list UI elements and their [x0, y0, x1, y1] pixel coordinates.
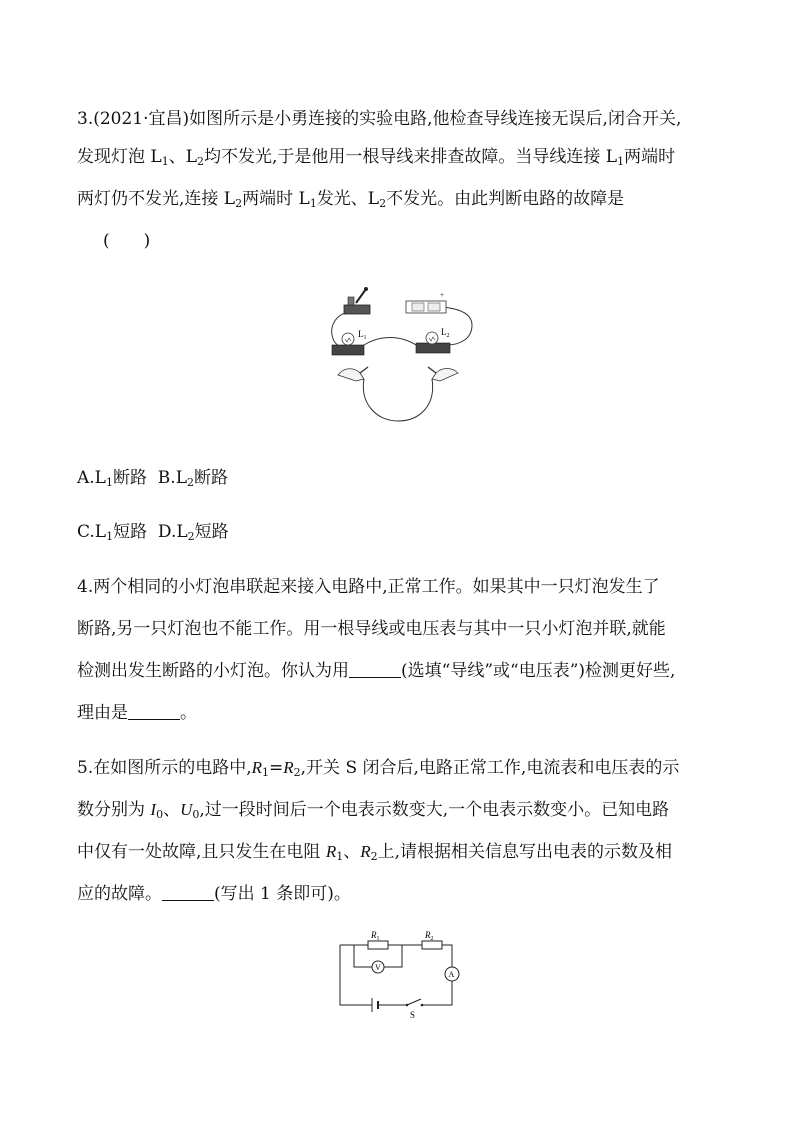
- option-text: 断路: [193, 468, 228, 488]
- circuit-wires: [340, 945, 452, 1005]
- subscript: 1: [161, 155, 169, 168]
- battery-icon: [406, 291, 446, 313]
- subscript: 2: [186, 476, 194, 489]
- switch-label: S: [410, 1010, 416, 1020]
- battery-symbol-icon: [372, 998, 378, 1012]
- q4-line-1: [77, 575, 727, 599]
- subscript: 1: [336, 850, 344, 863]
- q5-text: 应的故障。: [77, 884, 162, 904]
- option-c[interactable]: [77, 522, 147, 542]
- switch-icon: [344, 287, 370, 314]
- q3-answer-bracket[interactable]: [103, 229, 753, 253]
- voltmeter-icon: [372, 961, 384, 973]
- q3-text: 不发光。由此判断电路的故障是: [386, 189, 625, 209]
- var-u: U: [180, 800, 193, 819]
- q3-circuit-illustration: [320, 283, 480, 423]
- subscript: 2: [370, 850, 378, 863]
- q3-text: 3.(2021·宜昌)如图所示是小勇连接的实验电路,他检查导线连接无误后,闭合开关,: [77, 109, 682, 129]
- var-r: R: [360, 842, 371, 861]
- subscript: 0: [192, 808, 200, 821]
- q5-text: 、: [343, 842, 361, 862]
- option-label: C.L: [77, 522, 107, 542]
- q3-text: 、L: [168, 147, 197, 167]
- subscript: 2: [197, 155, 204, 168]
- q4-text: (选填“导线”或“电压表”)检测更好些,: [401, 661, 676, 681]
- lamp-1-icon: [332, 329, 367, 355]
- q3-options-row-1: [77, 466, 727, 490]
- q5-line-4: [77, 882, 727, 906]
- q5-text: (写出 1 条即可)。: [214, 884, 351, 904]
- option-text: 断路: [112, 468, 147, 488]
- q5-text: 、: [163, 800, 181, 820]
- q4-line-2: [77, 617, 727, 641]
- q4-text: 。: [180, 703, 197, 723]
- option-b[interactable]: [158, 468, 228, 488]
- subscript: 1: [309, 197, 317, 210]
- lamp-1-label: $L_1$: [358, 329, 367, 341]
- q3-text: 发现灯泡 L: [77, 147, 162, 167]
- ammeter-label: A: [448, 970, 455, 979]
- q3-text: 发光、L: [316, 189, 380, 209]
- q4-text: 检测出发生断路的小灯泡。你认为用: [77, 661, 349, 681]
- subscript: 2: [379, 197, 387, 210]
- option-label: A.L: [77, 468, 106, 488]
- q5-text: 数分别为: [77, 800, 151, 820]
- lamp-2-label: $L_2$: [441, 327, 450, 339]
- option-text: 短路: [113, 522, 148, 542]
- var-i: I: [150, 800, 157, 819]
- subscript: 1: [262, 766, 270, 779]
- option-a[interactable]: [77, 468, 147, 488]
- q3-line-1: [77, 107, 727, 131]
- lamp-2-icon: [416, 327, 450, 353]
- subscript: 2: [293, 766, 301, 779]
- q3-text: 两灯仍不发光,连接 L: [77, 189, 236, 209]
- q5-circuit-diagram: [330, 925, 470, 1021]
- option-label: D.L: [157, 522, 188, 542]
- subscript: 1: [617, 155, 625, 168]
- r1-label: $R_1$: [371, 930, 380, 942]
- q3-bracket-text: ( ): [103, 231, 151, 251]
- r2-label: $R_2$: [425, 930, 434, 942]
- q3-text: 均不发光,于是他用一根导线来排查故障。当导线连接 L: [204, 147, 618, 167]
- q5-answer-blank[interactable]: [162, 884, 214, 901]
- q3-options-row-2: [77, 520, 727, 544]
- q3-text: 两端时 L: [242, 189, 310, 209]
- q4-answer-blank-2[interactable]: [128, 703, 180, 720]
- resistor-r1-icon: [368, 930, 388, 949]
- q3-line-3: [77, 187, 727, 211]
- var-r: R: [251, 758, 263, 777]
- q5-text: ,过一段时间后一个电表示数变大,一个电表示数变小。已知电路: [199, 800, 670, 820]
- q5-line-1: [77, 756, 727, 780]
- voltmeter-label: V: [375, 963, 381, 972]
- subscript: 1: [105, 476, 113, 489]
- q5-text: ,开关 S 闭合后,电路正常工作,电流表和电压表的示: [300, 758, 680, 778]
- q5-line-2: [77, 798, 727, 822]
- option-label: B.L: [157, 468, 187, 488]
- q4-text: 4.两个相同的小灯泡串联起来接入电路中,正常工作。如果其中一只灯泡发生了: [77, 577, 660, 597]
- option-d[interactable]: [158, 522, 229, 542]
- q5-text: =: [269, 758, 284, 778]
- q4-answer-blank-1[interactable]: [349, 661, 401, 678]
- q3-text: 两端时: [624, 147, 676, 167]
- option-text: 短路: [194, 522, 229, 542]
- subscript: 2: [187, 530, 195, 543]
- ammeter-icon: [445, 967, 459, 981]
- q4-text: 理由是: [77, 703, 128, 723]
- q5-text: 中仅有一处故障,且只发生在电阻: [77, 842, 326, 862]
- var-r: R: [283, 758, 294, 777]
- subscript: 0: [156, 808, 164, 821]
- subscript: 1: [106, 530, 114, 543]
- q5-line-3: [77, 840, 727, 864]
- subscript: 2: [235, 197, 243, 210]
- q3-line-2: [77, 145, 727, 169]
- hands-with-test-wire-icon: [338, 367, 458, 421]
- q5-text: 5.在如图所示的电路中,: [77, 758, 252, 778]
- resistor-r2-icon: [422, 930, 442, 949]
- q4-line-3: [77, 659, 727, 683]
- svg-text:+: +: [440, 291, 444, 299]
- q4-text: 断路,另一只灯泡也不能工作。用一根导线或电压表与其中一只小灯泡并联,就能: [77, 619, 666, 639]
- q4-line-4: [77, 701, 727, 725]
- q5-text: 上,请根据相关信息写出电表的示数及相: [377, 842, 672, 862]
- var-r: R: [325, 842, 337, 861]
- switch-symbol-icon: [406, 999, 424, 1020]
